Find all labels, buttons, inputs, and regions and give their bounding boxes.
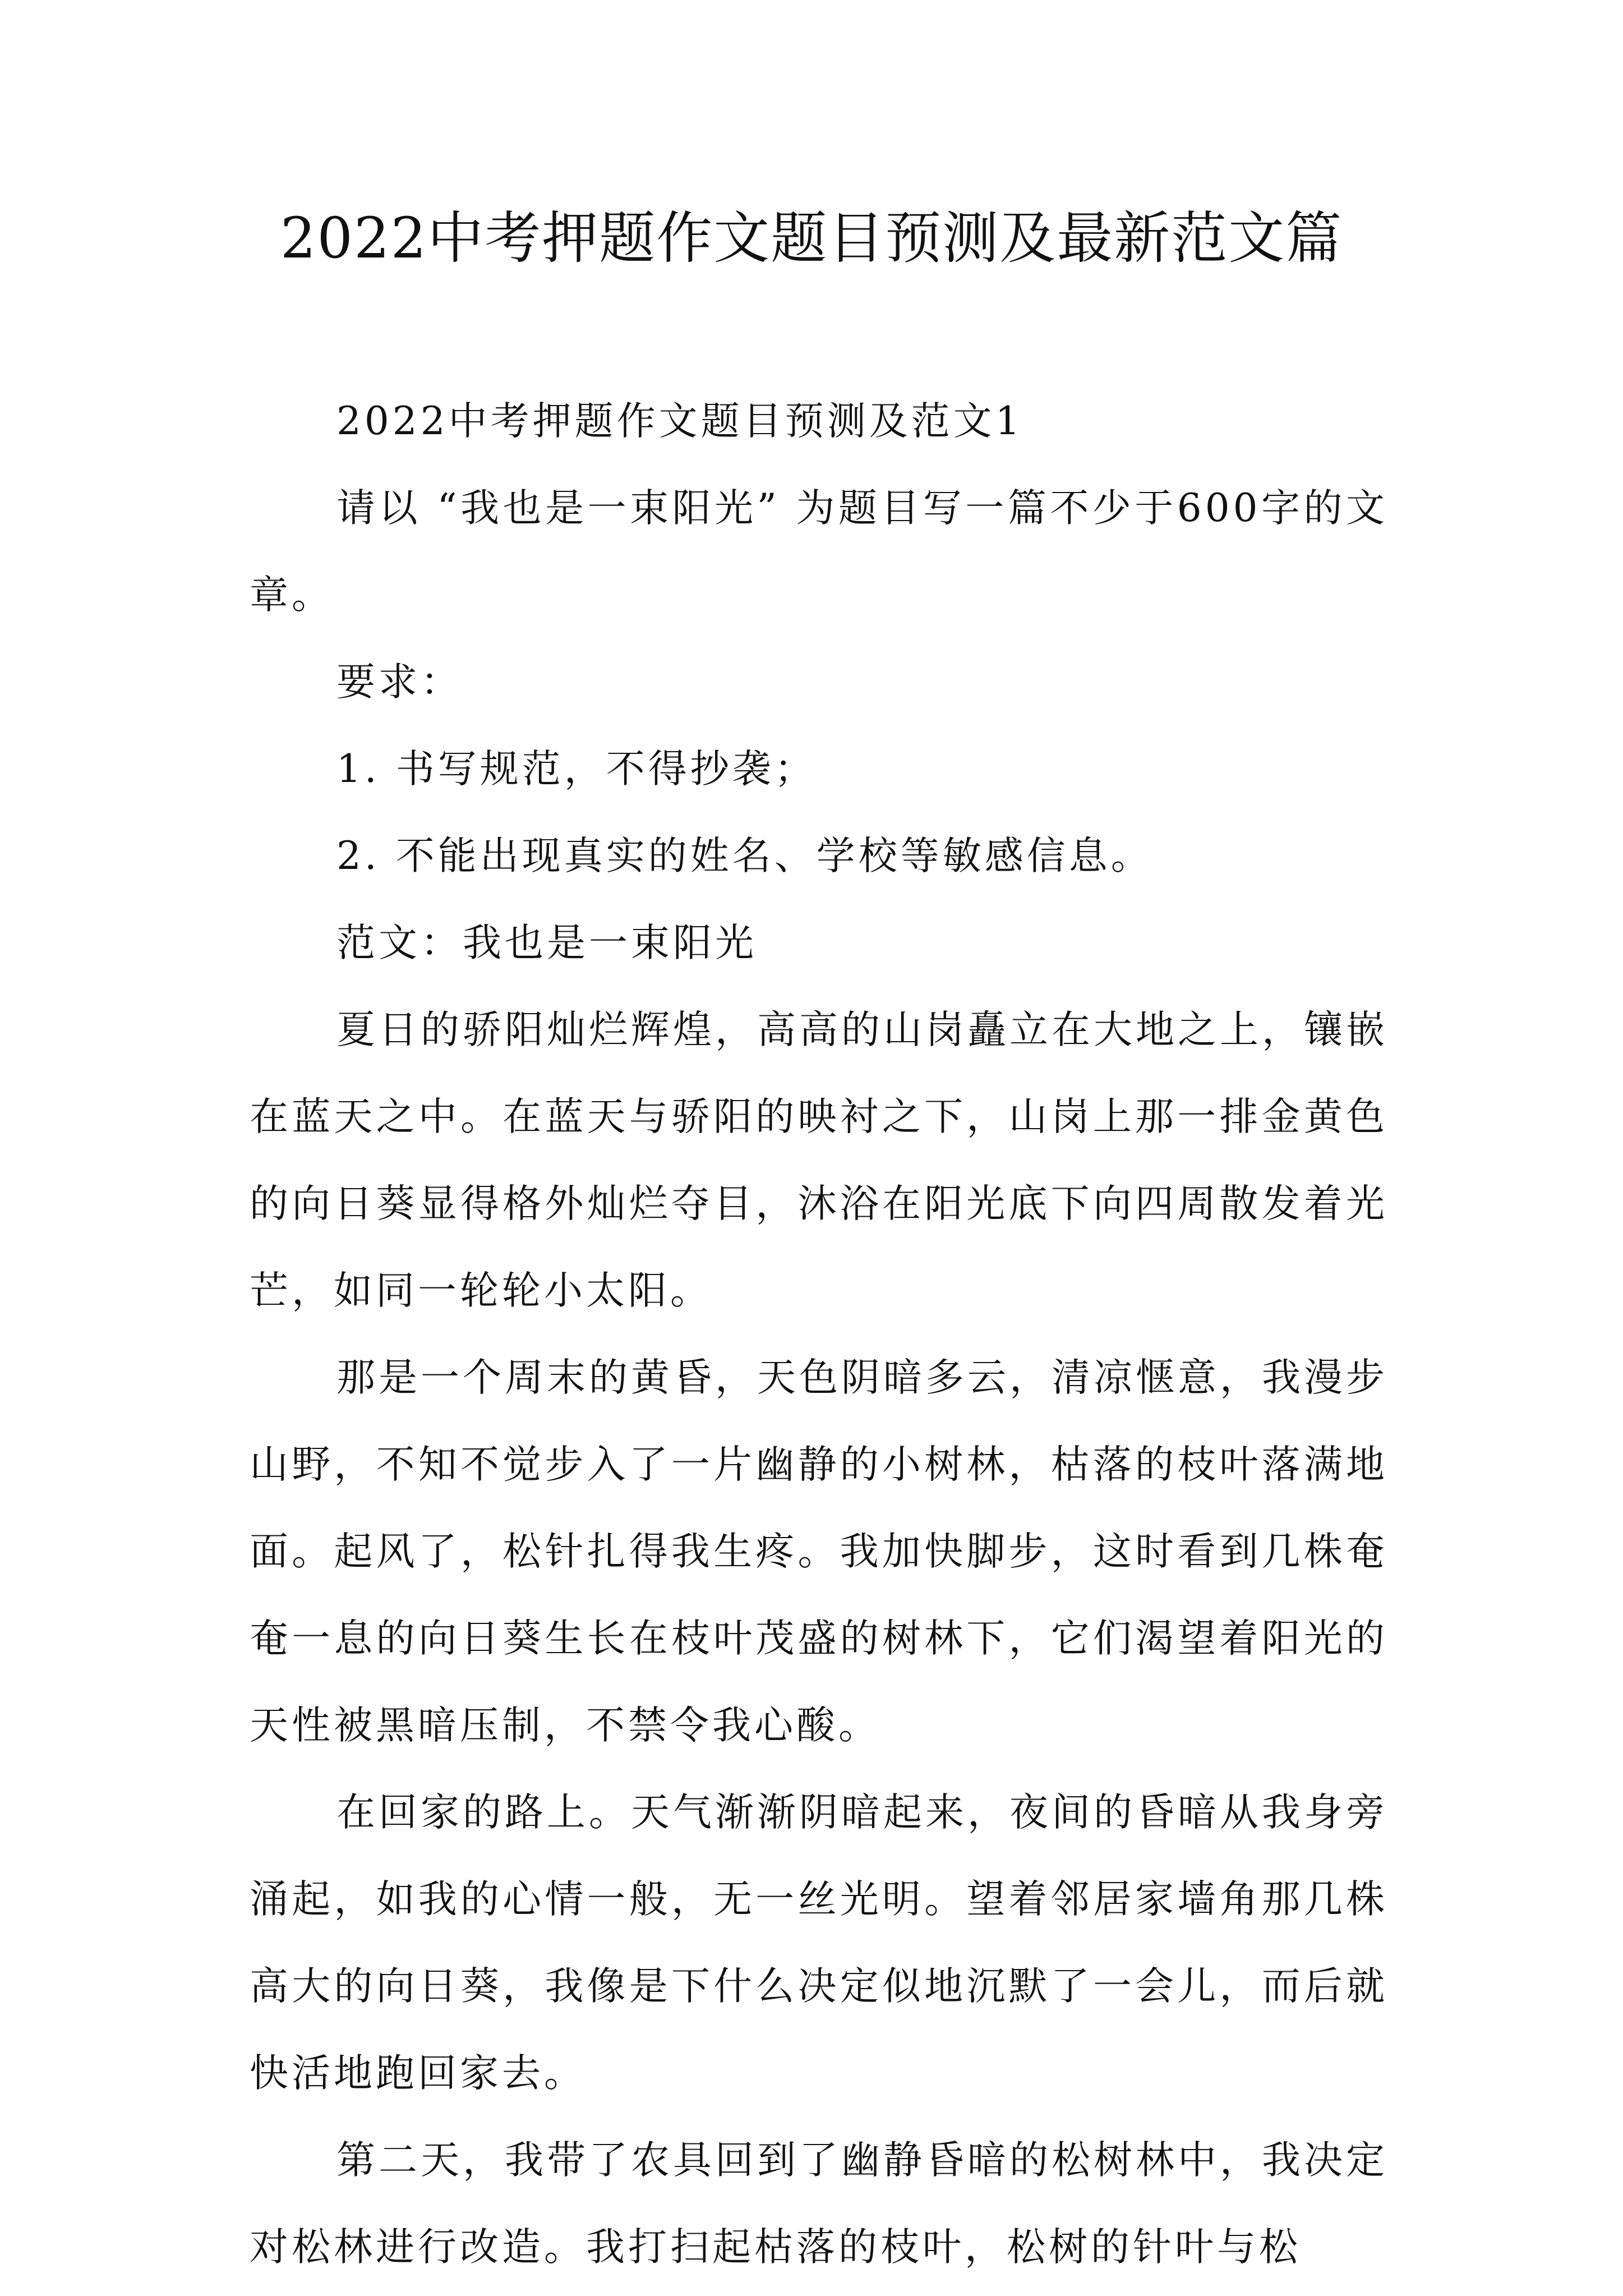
essay-paragraph: 在回家的路上。天气渐渐阴暗起来，夜间的昏暗从我身旁涌起，如我的心情一般，无一丝光明。望着邻居家墙角那几株高大的向日葵，我像是下什么决定似地沉默了一会儿，而后就快活地跑回家去。 xyxy=(250,1790,1388,2096)
prompt-paragraph: 请以 “我也是一束阳光” 为题目写一篇不少于600字的文章。 xyxy=(250,486,1388,618)
heading-line: 2022中考押题作文题目预测及范文1 xyxy=(336,399,1023,444)
sample-essay-title: 范文：我也是一束阳光 xyxy=(336,921,757,965)
essay-paragraph: 那是一个周末的黄昏，天色阴暗多云，清凉惬意，我漫步山野，不知不觉步入了一片幽静的小树林，枯落的枝叶落满地面。起风了，松针扎得我生疼。我加快脚步，这时看到几株奄奄一息的向日葵生长在枝叶茂盛的树林下，它们渴望着阳光的天性被黑暗压制，不禁令我心酸。 xyxy=(250,1355,1388,1748)
essay-paragraph: 第二天，我带了农具回到了幽静昏暗的松树林中，我决定对松林进行改造。我打扫起枯落的枝叶，松树的针叶与松 xyxy=(250,2138,1388,2270)
document-body xyxy=(250,378,1388,2291)
essay-paragraph: 夏日的骄阳灿烂辉煌，高高的山岗矗立在大地之上，镶嵌在蓝天之中。在蓝天与骄阳的映衬之下，山岗上那一排金黄色的向日葵显得格外灿烂夺目，沐浴在阳光底下向四周散发着光芒，如同一轮轮小太阳。 xyxy=(250,1007,1388,1313)
document-title: 2022中考押题作文题目预测及最新范文篇 xyxy=(280,205,1343,271)
requirement-item-1: 1. 书写规范，不得抄袭； xyxy=(336,747,817,792)
requirement-item-2: 2. 不能出现真实的姓名、学校等敏感信息。 xyxy=(336,834,1153,878)
requirements-label: 要求： xyxy=(336,660,463,705)
